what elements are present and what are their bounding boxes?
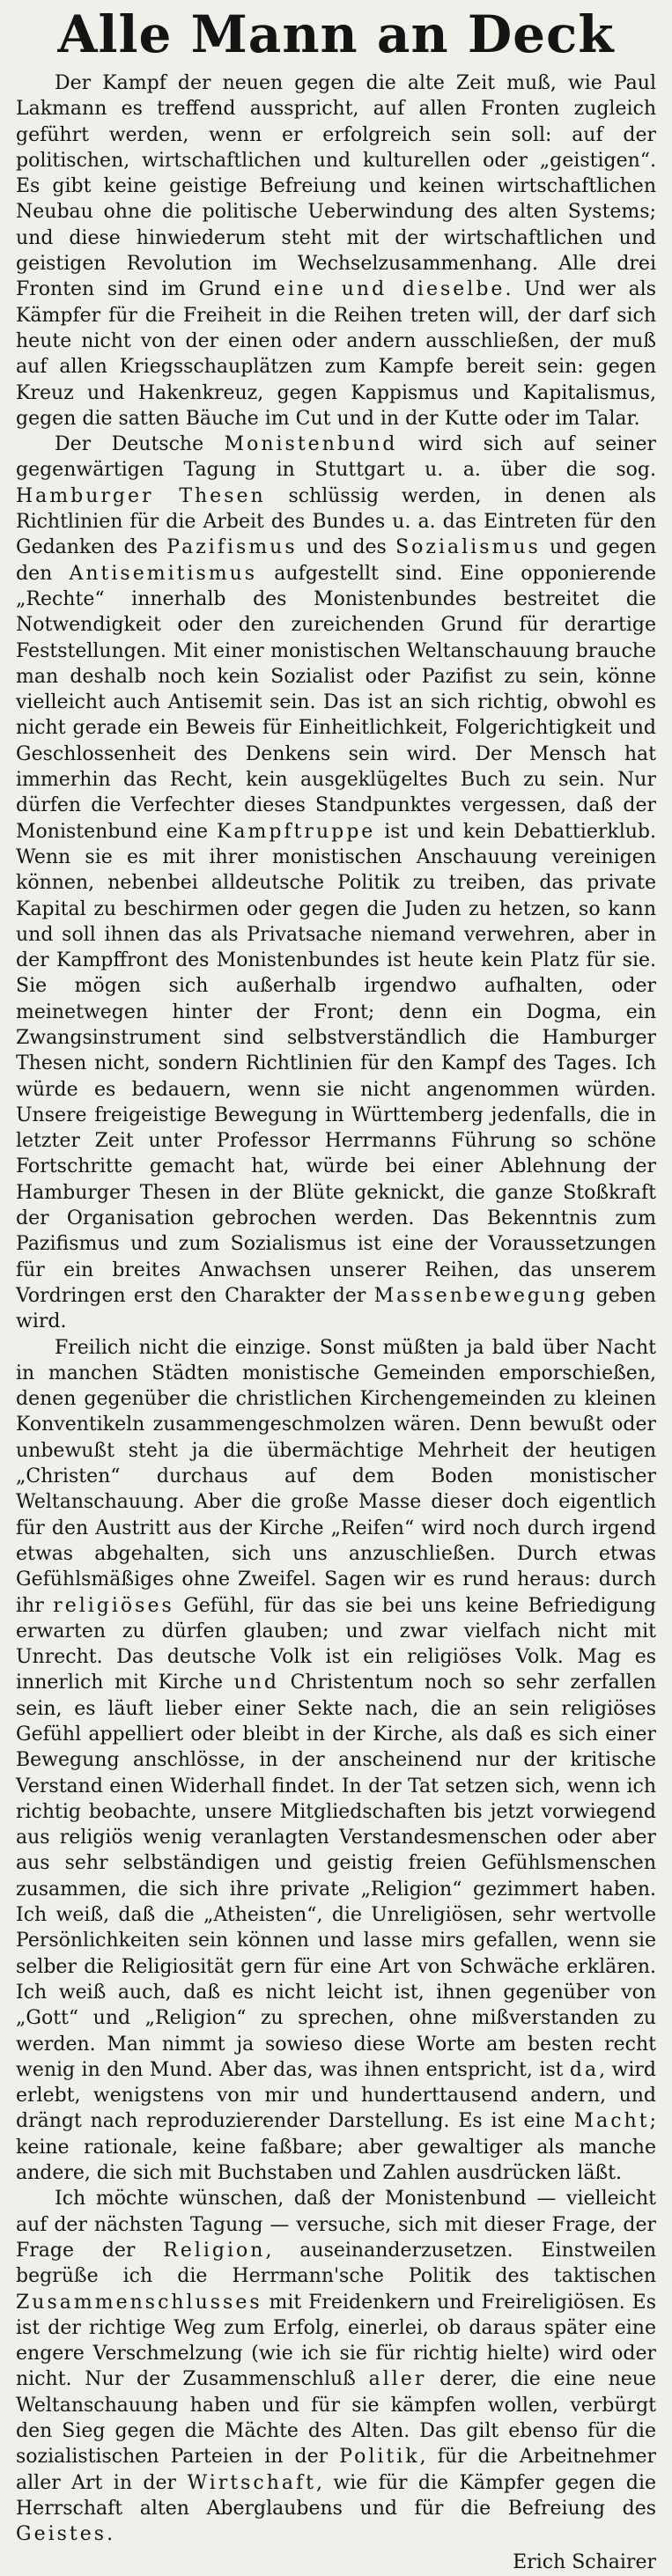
spaced-emphasis-text: Wirtschaft [187,2471,316,2494]
spaced-emphasis-text: und [233,1672,280,1694]
spaced-emphasis-text: Zusammenschlusses [16,2291,262,2314]
paragraph-text: Ich möchte wünschen, daß der Monistenbund — vielleicht auf der nächsten Tagung — versuche, sich mit dieser Frage, der Frage der [16,2188,656,2262]
spaced-emphasis-text: Pazifismus [166,536,298,559]
paragraph-text: , auseinanderzusetzen. Einstweilen begrüße ich die Herrmann'sche Politik des taktischen [16,2239,656,2288]
paragraph-text: und des [297,536,396,559]
paragraph-text: , wie für die Kämpfer gegen die Herrschaft alten Aberglaubens und für die Befreiung des [16,2471,656,2520]
paragraph-text: , für die Arbeitnehmer aller Art in der [16,2446,656,2494]
spaced-emphasis-text: Geistes [16,2523,107,2546]
paragraph-text: derer, die eine neue Weltanschauung haben und für sie kämpfen wollen, verbürgt den Sieg gegen die Mächte des Alten. Das gilt ebenso für die sozialistischen Parteien in der [16,2368,656,2469]
spaced-emphasis-text: da [569,2058,600,2081]
spaced-emphasis-text: Politik [339,2446,420,2469]
spaced-emphasis-text: Monistenbund [224,433,398,456]
spaced-emphasis-text: Massenbewegung [373,1284,588,1307]
paragraph-text: mit Freidenkern und Freireligiösen. Es ist der richtige Weg zum Erfolg, einerlei, ob daraus später eine engere Verschmelzung (wie ich sie für richtig hielte) wird oder nicht. Nur der Zusammenschluß [16,2291,656,2391]
paragraph-text: Gefühl, für das sie bei uns keine Befriedigung erwarten zu dürfen glauben; und zwar vielfach nicht mit Unrecht. Das deutsche Volk ist ein religiöses Volk. Mag es innerlich mit Kirche [16,1594,657,1694]
paragraph-text: ist und kein Debattierklub. Wenn sie es mit ihrer monistischen Anschauung vereinigen können, nebenbei alldeutsche Politik zu treiben, das private Kapital zu beschirmen oder gegen die Juden zu hetzen, so kann und soll ihnen das als Privatsache niemand verwehren, aber in der Kampffront des Monistenbundes ist heute kein Platz für sie. Sie mögen sich außerhalb irgendwo aufhalten, oder meinetwegen hinter der Front; denn ein Dogma, ein Zwangsinstrument sind selbstverständlich die Hamburger Thesen nicht, sondern Richtlinien für den Kampf des Tages. Ich würde es bedauern, wenn sie nicht angenommen würden. Unsere freigeistige Bewegung in Württemberg jedenfalls, die in letzter Zeit unter Professor Herrmanns Führung so schöne Fortschritte gemacht hat, würde bei einer Ablehnung der Hamburger Thesen in der Blüte geknickt, die ganze Stoßkraft der Organisation gebrochen werden. Das Bekenntnis zum Pazifismus und zum Sozialismus ist eine der Voraussetzungen für ein breites Anwachsen unserer Reihen, das unserem Vordringen erst den Charakter der [16,820,656,1307]
paragraph-text: aufgestellt sind. Eine opponierende „Rechte“ innerhalb des Monistenbundes bestreitet die Notwendigkeit oder den zureichenden Grund für derartige Feststellungen. Mit einer monistischen Weltanschauung brauche man deshalb noch kein Sozialist oder Pazifist zu sein, könne vielleicht auch Antisemit sein. Das ist an sich richtig, obwohl es nicht gerade ein Beweis für Einheitlichkeit, Folgerichtigkeit und Geschlossenheit des Denkens sein wird. Der Mensch hat immerhin das Recht, kein ausgeklügeltes Buch zu sein. Nur dürfen die Verfechter dieses Standpunktes vergessen, daß der Monistenbund eine [16,562,656,843]
spaced-emphasis-text: Sozialismus [395,536,541,559]
paragraph-text: . [107,2523,114,2546]
spaced-emphasis-text: Hamburger Thesen [16,484,266,507]
spaced-emphasis-text: Religion [163,2239,266,2262]
article-paragraph [16,70,656,432]
article-paragraph [16,1335,656,2187]
article-body [16,70,656,2576]
paragraph-text: geben wird. [16,1284,656,1333]
article-paragraph [16,432,656,1334]
paragraph-text: , wird erlebt, wenigstens von mir und hunderttausend andern, und drängt nach reproduzierender Darstellung. Es ist eine [16,2058,656,2133]
paragraph-text: und gegen den [16,536,657,585]
spaced-emphasis-text: Antisemitismus [69,562,258,585]
paragraph-text: ; keine rationale, keine faßbare; aber gewaltiger als manche andere, die sich mit Buchstaben und Zahlen ausdrücken läßt. [16,2110,656,2185]
paragraph-text: Freilich nicht die einzige. Sonst müßten ja bald über Nacht in manchen Städten monistische Gemeinden emporschießen, denen gegenüber die christlichen Kirchengemeinden zu kleinen Konventikeln zusammengeschmolzen wären. Denn bewußt oder unbewußt steht ja die übermächtige Mehrheit der heutigen „Christen“ durchaus auf dem Boden monistischer Weltanschauung. Aber die große Masse dieser doch eigentlich für den Austritt aus der Kirche „Reifen“ wird noch durch irgend etwas abgehalten, sich uns anzuschließen. Durch etwas Gefühlsmäßiges ohne Zweifel. Sagen wir es rund heraus: durch ihr [16,1336,656,1617]
paragraph-text: . Und wer als Kämpfer für die Freiheit in die Reihen treten will, der darf sich heute nicht von der einen oder andern ausschließen, der muß auf allen Kriegsschauplätzen zum Kampfe bereit sein: gegen Kreuz und Hakenkreuz, gegen Kappismus und Kapitalismus, gegen die satten Bäuche im Cut und in der Kutte oder im Talar. [16,278,657,430]
spaced-emphasis-text: eine und dieselbe [273,278,506,301]
paragraph-text: Der Deutsche [55,433,225,456]
paragraph-text: Der Kampf der neuen gegen die alte Zeit muß, wie Paul Lakmann es treffend ausspricht, auf allen Fronten zugleich geführt werden, wenn er erfolgreich sein soll: auf der politischen, wirtschaftlichen und kulturellen oder „geistigen“. Es gibt keine geistige Befreiung und keinen wirtschaftlichen Neubau ohne die politische Ueberwindung des alten Systems; und diese hinwiederum steht mit der wirtschaftlichen und geistigen Revolution im Wechselzusammenhang. Alle drei Fronten sind im Grund [16,72,656,301]
article-paragraph [16,2186,656,2575]
spaced-emphasis-text: religiöses [53,1594,174,1617]
paragraph-text: Christentum noch so sehr zerfallen sein, es läuft lieber einer Sekte nach, die an sein religiöses Gefühl appelliert oder bleibt in der Kirche, als daß es sich einer Bewegung anschlösse, in der anscheinend nur der kritische Verstand einen Widerhall findet. In der Tat setzen sich, wenn ich richtig beobachte, unsere Mitgliedschaften bis jetzt vorwiegend aus religiös wenig veranlagten Verstandesmenschen oder aber aus sehr selbständigen und geistig freien Gefühlsmenschen zusammen, die sich ihre private „Religion“ gezimmert haben. Ich weiß, daß die „Atheisten“, die Unreligiösen, sehr wertvolle Persönlichkeiten sein können und lasse mirs gefallen, wenn sie selber die Religiosität gern für eine Art von Schwäche erklären. Ich weiß auch, daß es nicht leicht ist, ihnen gegenüber von „Gott“ und „Religion“ zu sprechen, ohne mißverstanden zu werden. Man nimmt ja sowieso diese Worte am besten recht wenig in den Mund. Aber das, was ihnen entspricht, ist [16,1672,656,2081]
paragraph-text: schlüssig werden, in denen als Richtlinien für die Arbeit des Bundes u. a. das Eintreten für den Gedanken des [16,484,656,559]
spaced-emphasis-text: Macht [573,2110,650,2133]
author-byline: Erich Schairer [513,2550,656,2573]
headline: Alle Mann an Deck [57,4,615,64]
spaced-emphasis-text: Kampftruppe [216,820,376,843]
spaced-emphasis-text: aller [368,2368,427,2391]
paragraph-text: wird sich auf seiner gegenwärtigen Tagung in Stuttgart u. a. über die sog. [16,433,656,482]
